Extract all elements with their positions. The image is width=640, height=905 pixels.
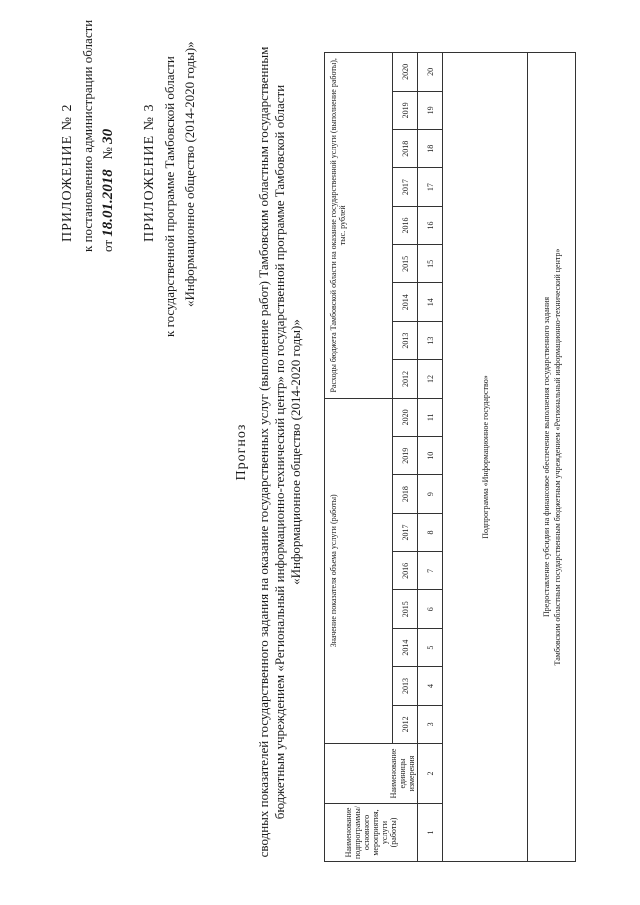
year-cell: 2016 — [393, 206, 418, 244]
column-number: 9 — [418, 475, 443, 513]
year-cell: 2017 — [393, 513, 418, 551]
column-number: 7 — [418, 552, 443, 590]
appendix2-subtitle: к постановлению администрации области — [80, 19, 95, 252]
year-cell: 2020 — [393, 53, 418, 92]
year-cell: 2012 — [393, 705, 418, 743]
header-expenses-group: Расходы бюджета Тамбовской области на оказание государственной услуги (выполнение работы), тыс. рублей — [325, 53, 393, 399]
year-cell: 2012 — [393, 360, 418, 398]
year-cell: 2013 — [393, 667, 418, 705]
appendix2-title: ПРИЛОЖЕНИЕ № 2 — [60, 103, 75, 242]
column-number: 1 — [418, 804, 443, 862]
subprogram-label: Подпрограмма «Информационное государство» — [443, 53, 528, 862]
subprogram-row — [443, 53, 528, 862]
column-number: 6 — [418, 590, 443, 628]
activity-line-1: Предоставление субсидии на финансовое обеспечение выполнения государственного задания — [541, 296, 551, 618]
year-cell: 2015 — [393, 245, 418, 283]
year-cell: 2014 — [393, 283, 418, 321]
column-number-row — [418, 53, 443, 862]
activity-line-2: Тамбовским областным государственным бюджетным учреждением «Региональный информационно-технический центр» — [552, 248, 562, 666]
column-number: 17 — [418, 168, 443, 206]
column-number: 19 — [418, 91, 443, 129]
column-number: 20 — [418, 53, 443, 92]
forecast-table — [324, 52, 576, 862]
year-cell: 2014 — [393, 628, 418, 666]
year-cell: 2015 — [393, 590, 418, 628]
number-prefix: № — [100, 147, 115, 160]
activity-label — [528, 53, 576, 862]
header-service-name: Наименование подпрограммы/ основного мероприятия, услуги (работы) — [325, 804, 418, 862]
document-heading: Прогноз — [234, 423, 249, 481]
column-number: 2 — [418, 744, 443, 804]
year-cell: 2019 — [393, 437, 418, 475]
appendix3-subtitle: к государственной программе Тамбовской области — [162, 56, 177, 337]
column-number: 4 — [418, 667, 443, 705]
year-cell: 2018 — [393, 130, 418, 168]
year-cell: 2013 — [393, 321, 418, 359]
column-number: 15 — [418, 245, 443, 283]
column-number: 8 — [418, 513, 443, 551]
column-number: 11 — [418, 398, 443, 436]
document-page — [6, 12, 631, 892]
activity-row — [528, 53, 576, 862]
header-volume-group: Значение показателя объема услуги (работы) — [325, 398, 393, 743]
column-number: 3 — [418, 705, 443, 743]
year-cell: 2017 — [393, 168, 418, 206]
header-unit-name: Наименование единицы измерения — [325, 744, 418, 804]
column-number: 13 — [418, 321, 443, 359]
year-cell: 2016 — [393, 552, 418, 590]
date-prefix: от — [100, 239, 115, 252]
handwritten-date: 18.01.2018 — [100, 169, 116, 237]
document-description: сводных показателей государственного задания на оказание государственных услуг (выполнение работ) Тамбовским областным государственным бюджетным учреждением «Региональный информационно-технический центр» по государственной программе Тамбовской области «Информационное общество (2014-2020 годы)» — [256, 46, 303, 858]
column-number: 16 — [418, 206, 443, 244]
year-cell: 2019 — [393, 91, 418, 129]
column-number: 18 — [418, 130, 443, 168]
handwritten-number: 30 — [100, 128, 116, 144]
year-cell: 2018 — [393, 475, 418, 513]
column-number: 14 — [418, 283, 443, 321]
appendix2-date-line — [100, 129, 117, 252]
column-number: 10 — [418, 437, 443, 475]
column-number: 12 — [418, 360, 443, 398]
column-number: 5 — [418, 628, 443, 666]
year-cell: 2020 — [393, 398, 418, 436]
appendix3-program-name: «Информационное общество (2014-2020 годы)» — [182, 41, 197, 307]
appendix3-title: ПРИЛОЖЕНИЕ № 3 — [142, 103, 157, 242]
